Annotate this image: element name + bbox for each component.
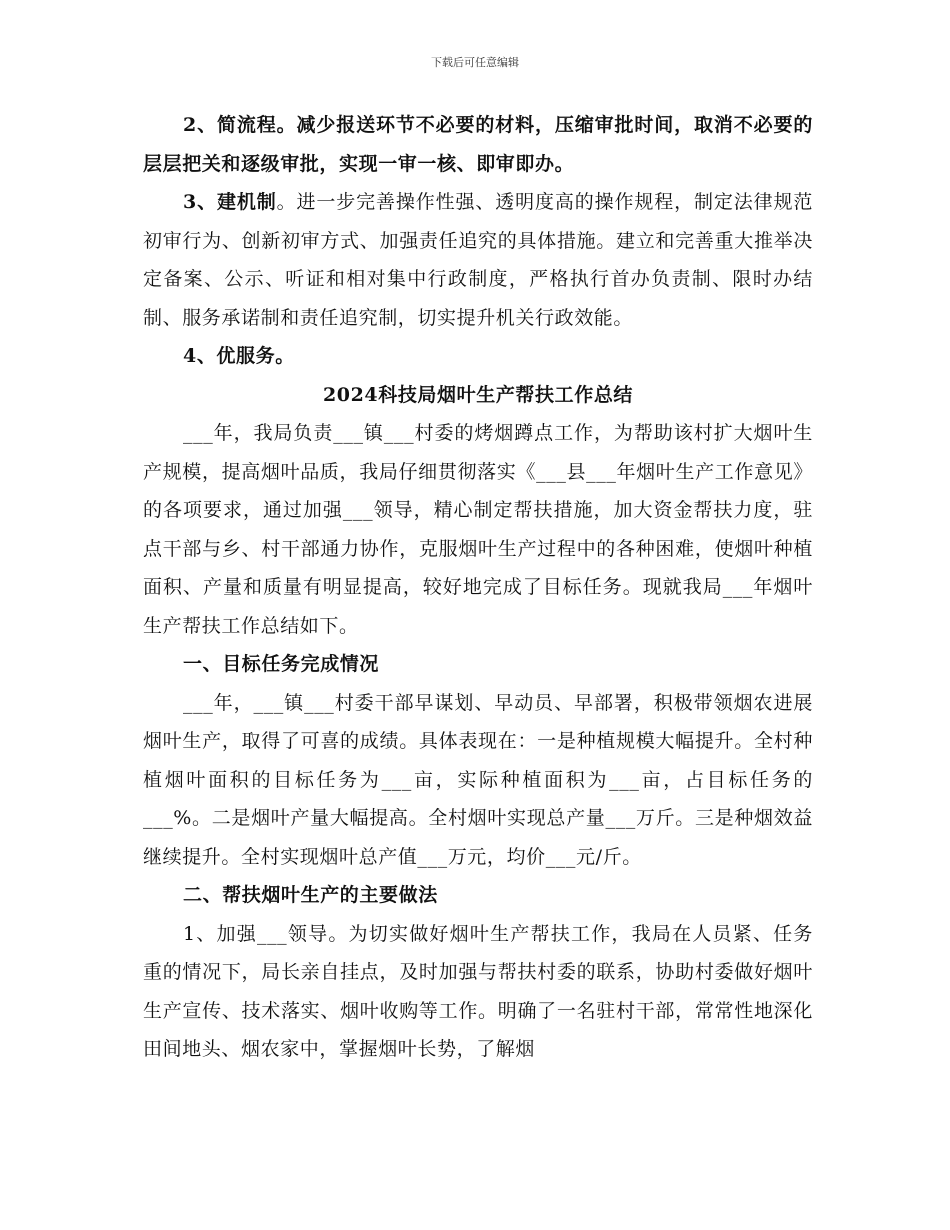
paragraph-build-mechanism xyxy=(143,183,813,337)
paragraph-simplify-process xyxy=(143,106,813,183)
paragraph-lead: 2、简流程。减少报送环节不必要的材料，压缩审批时间，取消不必要的层层把关和逐级审批，实现一审一核、即审即办。 xyxy=(143,114,813,175)
paragraph-lead: 4、优服务。 xyxy=(183,345,295,367)
section1-heading: 一、目标任务完成情况 xyxy=(183,653,380,675)
section2-heading: 二、帮扶烟叶生产的主要做法 xyxy=(183,884,438,906)
section2-body: 1、加强___领导。为切实做好烟叶生产帮扶工作，我局在人员紧、任务重的情况下，局长亲自挂点，及时加强与帮扶村委的联系，协助村委做好烟叶生产宣传、技术落实、烟叶收购等工作。明确了一名驻村干部，常常性地深化田间地头、烟农家中，掌握烟叶长势，了解烟 xyxy=(143,922,813,1060)
article-title: 2024科技局烟叶生产帮扶工作总结 xyxy=(322,383,634,406)
page-header: 下载后可任意编辑 xyxy=(431,56,519,69)
section1-body: ___年，___镇___村委干部早谋划、早动员、早部署，积极带领烟农进展烟叶生产，取得了可喜的成绩。具体表现在：一是种植规模大幅提升。全村种植烟叶面积的目标任务为___亩，实际种植面积为___亩，占目标任务的___%。二是烟叶产量大幅提高。全村烟叶实现总产量___万斤。三是种烟效益继续提升。全村实现烟叶总产值___万元，均价___元/斤。 xyxy=(143,691,813,868)
article-intro: ___年，我局负责___镇___村委的烤烟蹲点工作，为帮助该村扩大烟叶生产规模，提高烟叶品质，我局仔细贯彻落实《___县___年烟叶生产工作意见》的各项要求，通过加强___领导，精心制定帮扶措施，加大资金帮扶力度，驻点干部与乡、村干部通力协作，克服烟叶生产过程中的各种困难，使烟叶种植面积、产量和质量有明显提高，较好地完成了目标任务。现就我局___年烟叶生产帮扶工作总结如下。 xyxy=(143,422,813,637)
document-body xyxy=(143,106,813,1069)
paragraph-optimize-service xyxy=(143,337,813,376)
paragraph-lead: 3、建机制 xyxy=(183,191,277,213)
paragraph-text: 。进一步完善操作性强、透明度高的操作规程，制定法律规范初审行为、创新初审方式、加强责任追究的具体措施。建立和完善重大推举决定备案、公示、听证和相对集中行政制度，严格执行首办负责制、限时办结制、服务承诺制和责任追究制，切实提升机关行政效能。 xyxy=(143,191,813,329)
